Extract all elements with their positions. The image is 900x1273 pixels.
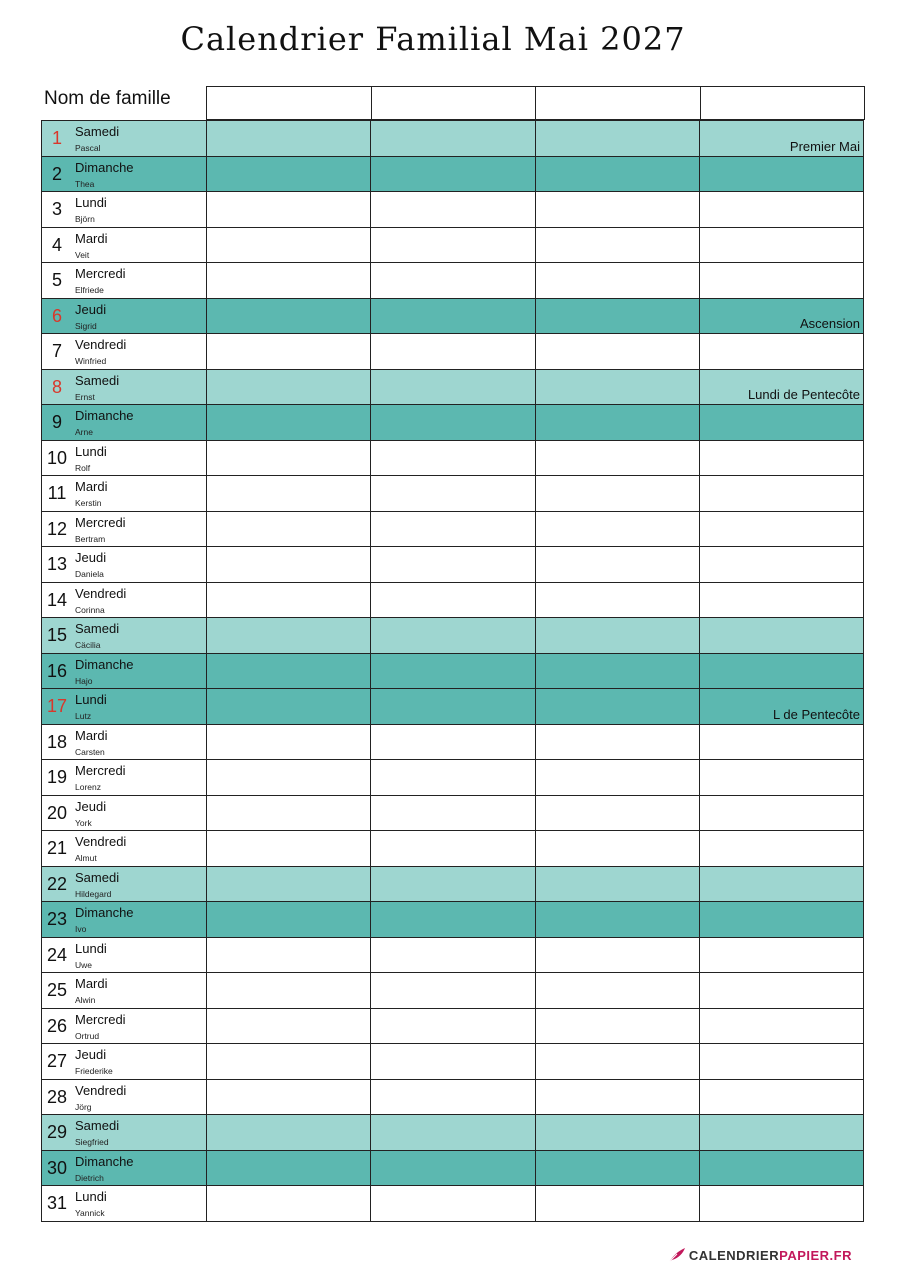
name-day: Jörg [75,1101,92,1112]
day-label-cell [42,334,207,369]
weekday-name: Samedi [75,621,120,636]
day-label-cell [42,121,207,156]
day-row [42,973,864,1009]
family-member-cell[interactable] [207,831,371,866]
name-day: Dietrich [75,1172,104,1183]
day-label-cell [42,1115,207,1150]
family-member-cell[interactable] [371,689,535,724]
holiday-label: Ascension [800,316,860,331]
family-member-cell[interactable] [371,263,535,298]
family-member-cell[interactable] [536,618,700,653]
day-row [42,760,864,796]
family-member-cell[interactable] [207,121,371,156]
name-day: Pascal [75,143,101,153]
day-label-cell [42,1080,207,1115]
name-day: Ivo [75,924,87,934]
day-label-cell [42,192,207,227]
family-member-cell[interactable] [700,121,864,156]
family-member-cell[interactable] [371,192,535,227]
family-member-cell[interactable] [207,654,371,689]
day-number: 27 [46,1051,68,1071]
family-member-cell[interactable] [700,299,864,334]
weekday-name: Lundi [75,1189,107,1204]
family-member-cell[interactable] [700,1115,864,1150]
family-member-cell[interactable] [536,476,700,511]
day-label-cell [42,973,207,1008]
brand-logo [668,1247,852,1263]
day-label-cell [42,618,207,653]
family-member-cell[interactable] [536,121,700,156]
day-number: 29 [46,1122,68,1142]
family-member-cell[interactable] [536,441,700,476]
day-label-cell [42,405,207,440]
name-day: Hajo [75,675,93,686]
day-row [42,618,864,654]
family-member-cell[interactable] [371,1080,535,1115]
weekday-name: Jeudi [75,798,107,814]
weekday-name: Samedi [75,869,120,885]
family-member-cell[interactable] [207,512,371,547]
family-member-cell[interactable] [207,1009,371,1044]
day-label-cell [42,547,207,582]
family-member-cell[interactable] [207,299,371,334]
day-label-cell [42,1186,207,1221]
family-member-cell[interactable] [371,157,535,192]
family-member-cell[interactable] [700,831,864,866]
family-member-cell[interactable] [207,334,371,369]
day-label-cell [42,441,207,476]
name-day: Winfried [75,356,107,366]
name-day: Yannick [75,1208,105,1218]
family-member-cell[interactable] [536,157,700,192]
family-member-cell[interactable] [207,1115,371,1150]
family-member-cell[interactable] [371,1009,535,1044]
family-member-cell[interactable] [700,405,864,440]
day-number: 21 [46,838,68,858]
family-member-cell[interactable] [700,547,864,582]
family-member-cell[interactable] [207,405,371,440]
brand-text-1: CALENDRIER [688,1247,780,1263]
family-member-cell[interactable] [207,476,371,511]
day-label-cell [42,796,207,831]
day-row [42,547,864,583]
family-member-cell[interactable] [536,938,700,973]
family-member-cell[interactable] [700,228,864,263]
family-member-cell[interactable] [536,689,700,724]
day-label-cell [42,1009,207,1044]
family-member-cell[interactable] [207,1151,371,1186]
name-day: Hildegard [75,888,112,899]
day-label-cell [42,867,207,902]
family-member-cell[interactable] [700,725,864,760]
family-member-cell[interactable] [536,831,700,866]
day-number: 20 [46,802,68,823]
family-member-cell[interactable] [207,689,371,724]
name-day: Lutz [75,711,92,721]
day-label-cell [42,902,207,937]
family-member-cell[interactable] [371,618,535,653]
family-member-cell[interactable] [207,1044,371,1079]
day-label-cell [42,299,207,334]
name-day: Cäcilia [75,640,101,650]
day-number: 14 [46,589,68,610]
name-day: Arne [75,427,93,437]
family-member-cell[interactable] [700,654,864,689]
family-member-cell[interactable] [536,1009,700,1044]
day-label-cell [42,228,207,263]
weekday-name: Samedi [75,372,120,388]
name-day: Sigrid [75,320,97,331]
family-member-cell[interactable] [536,1044,700,1079]
family-member-cell[interactable] [536,299,700,334]
family-member-cell[interactable] [371,370,535,405]
brand-text-2: PAPIER.FR [779,1247,852,1263]
family-member-cell[interactable] [536,1115,700,1150]
day-number: 7 [51,341,62,361]
name-day: Uwe [75,959,93,970]
holiday-label: Premier Mai [789,138,860,154]
name-day: Thea [75,178,95,189]
holiday-label: Lundi de Pentecôte [747,387,860,402]
name-day: Alwin [75,995,96,1005]
day-row [42,405,864,441]
family-member-cell[interactable] [371,973,535,1008]
name-day: Ortrud [75,1030,100,1041]
family-member-cell[interactable] [371,1186,535,1221]
family-member-cell[interactable] [207,725,371,760]
day-row [42,228,864,264]
family-name-field[interactable] [536,87,701,120]
day-label-cell [42,760,207,795]
family-name-field[interactable] [207,87,372,120]
day-row [42,902,864,938]
family-member-cell[interactable] [371,831,535,866]
family-member-cell[interactable] [207,796,371,831]
day-row [42,299,864,335]
day-row [42,263,864,299]
name-day: Ernst [75,391,95,402]
family-member-cell[interactable] [207,938,371,973]
family-member-cell[interactable] [536,796,700,831]
weekday-name: Mercredi [75,763,126,778]
family-member-cell[interactable] [371,405,535,440]
name-day: Veit [75,249,90,260]
weekday-name: Jeudi [75,550,107,565]
family-member-cell[interactable] [207,441,371,476]
family-member-cell[interactable] [371,334,535,369]
day-number: 12 [46,518,68,539]
family-member-cell[interactable] [700,618,864,653]
day-number: 22 [46,873,68,894]
family-member-cell[interactable] [207,157,371,192]
weekday-name: Dimanche [75,656,134,672]
family-member-cell[interactable] [207,902,371,937]
weekday-name: Lundi [75,195,107,210]
day-row [42,867,864,903]
family-member-cell[interactable] [700,867,864,902]
family-member-cell[interactable] [536,547,700,582]
family-member-cell[interactable] [371,938,535,973]
family-header-row [41,86,864,119]
family-member-cell[interactable] [536,512,700,547]
family-member-cell[interactable] [536,1151,700,1186]
day-row [42,476,864,512]
day-row [42,725,864,761]
weekday-name: Mercredi [75,514,126,530]
family-member-cell[interactable] [371,654,535,689]
day-label-cell [42,512,207,547]
day-number: 15 [46,625,68,645]
day-number: 25 [46,980,68,1000]
weekday-name: Vendredi [75,337,127,352]
weekday-name: Lundi [75,692,107,707]
day-number: 19 [46,767,68,787]
family-member-cell[interactable] [536,334,700,369]
family-member-cell[interactable] [700,902,864,937]
family-name-field[interactable] [701,87,866,120]
family-member-cell[interactable] [700,1009,864,1044]
page-title: Calendrier Familial Mai 2027 [180,20,686,58]
family-member-cell[interactable] [371,583,535,618]
weekday-name: Vendredi [75,834,127,849]
day-row [42,1186,864,1222]
weekday-name: Jeudi [75,1047,107,1062]
name-day: Kerstin [75,498,102,508]
day-row [42,938,864,974]
name-day: Daniela [75,569,104,579]
family-member-cell[interactable] [536,583,700,618]
day-label-cell [42,689,207,724]
family-member-cell[interactable] [207,547,371,582]
family-member-cell[interactable] [371,441,535,476]
family-member-cell[interactable] [371,1044,535,1079]
day-number: 24 [46,944,68,965]
family-member-cell[interactable] [536,902,700,937]
day-row [42,796,864,832]
family-member-cell[interactable] [700,689,864,724]
day-number: 30 [46,1157,68,1178]
name-day: Siegfried [75,1137,109,1147]
day-label-cell [42,1044,207,1079]
day-row [42,370,864,406]
family-name-fields [206,86,865,120]
day-label-cell [42,938,207,973]
weekday-name: Mardi [75,479,108,494]
name-day: Bertram [75,533,106,544]
family-member-cell[interactable] [700,973,864,1008]
feather-icon [668,1247,686,1263]
family-member-cell[interactable] [371,512,535,547]
family-member-cell[interactable] [536,867,700,902]
day-label-cell [42,583,207,618]
name-day: Carsten [75,746,105,757]
family-member-cell[interactable] [700,796,864,831]
day-row [42,512,864,548]
family-member-cell[interactable] [371,725,535,760]
family-member-cell[interactable] [700,760,864,795]
weekday-name: Dimanche [75,159,134,175]
family-member-cell[interactable] [536,370,700,405]
weekday-name: Lundi [75,443,107,459]
family-member-cell[interactable] [536,1080,700,1115]
day-label-cell [42,476,207,511]
name-day: Rolf [75,462,91,473]
family-member-cell[interactable] [700,334,864,369]
day-row [42,654,864,690]
day-number: 31 [46,1193,68,1213]
family-member-cell[interactable] [207,263,371,298]
family-member-cell[interactable] [700,583,864,618]
family-member-cell[interactable] [207,1080,371,1115]
family-member-cell[interactable] [700,512,864,547]
weekday-name: Jeudi [75,301,107,317]
name-day: Almut [75,853,97,863]
family-member-cell[interactable] [207,867,371,902]
day-row [42,441,864,477]
day-row [42,1044,864,1080]
family-member-cell[interactable] [371,796,535,831]
family-member-cell[interactable] [536,760,700,795]
day-row [42,157,864,193]
family-member-cell[interactable] [536,263,700,298]
family-member-cell[interactable] [371,902,535,937]
family-member-cell[interactable] [700,476,864,511]
calendar-grid [41,120,864,1222]
family-member-cell[interactable] [700,441,864,476]
day-row [42,334,864,370]
family-member-cell[interactable] [536,725,700,760]
weekday-name: Mercredi [75,1011,126,1027]
day-number: 6 [51,305,62,326]
family-member-cell[interactable] [700,157,864,192]
family-member-cell[interactable] [700,1151,864,1186]
weekday-name: Samedi [75,124,120,139]
family-member-cell[interactable] [700,1080,864,1115]
day-number: 13 [46,554,68,574]
day-label-cell [42,263,207,298]
family-member-cell[interactable] [700,938,864,973]
day-number: 26 [46,1015,68,1036]
family-member-cell[interactable] [371,867,535,902]
day-row [42,831,864,867]
family-member-cell[interactable] [371,121,535,156]
family-member-cell[interactable] [207,583,371,618]
family-member-cell[interactable] [700,1186,864,1221]
day-label-cell [42,157,207,192]
family-member-cell[interactable] [536,654,700,689]
name-day: Friederike [75,1066,113,1076]
holiday-label: L de Pentecôte [773,706,860,722]
family-member-cell[interactable] [371,476,535,511]
family-member-cell[interactable] [207,760,371,795]
family-member-cell[interactable] [207,370,371,405]
weekday-name: Vendredi [75,585,127,601]
name-day: Elfriede [75,285,104,295]
weekday-name: Vendredi [75,1082,127,1098]
family-member-cell[interactable] [536,1186,700,1221]
family-member-cell[interactable] [371,760,535,795]
day-row [42,1115,864,1151]
day-number: 4 [51,234,62,255]
family-member-cell[interactable] [371,1151,535,1186]
name-day: York [75,817,92,828]
family-member-cell[interactable] [207,973,371,1008]
day-label-cell [42,831,207,866]
weekday-name: Dimanche [75,408,134,423]
day-row [42,689,864,725]
day-number: 9 [51,412,62,432]
family-member-cell[interactable] [207,192,371,227]
day-label-cell [42,725,207,760]
family-member-cell[interactable] [371,228,535,263]
family-member-cell[interactable] [371,547,535,582]
weekday-name: Dimanche [75,905,134,920]
family-member-cell[interactable] [371,1115,535,1150]
day-number: 11 [47,483,67,503]
weekday-name: Mardi [75,727,108,743]
day-label-cell [42,370,207,405]
family-name-label: Nom de famille [44,88,171,109]
weekday-name: Mercredi [75,266,126,281]
weekday-name: Mardi [75,230,108,246]
family-member-cell[interactable] [371,299,535,334]
day-number: 17 [46,696,68,716]
day-number: 3 [51,199,62,219]
family-member-cell[interactable] [700,263,864,298]
day-row [42,1080,864,1116]
day-number: 10 [46,447,68,468]
day-number: 1 [51,128,62,148]
name-day: Björn [75,214,95,224]
day-row [42,1009,864,1045]
day-row [42,583,864,619]
family-member-cell[interactable] [536,405,700,440]
weekday-name: Lundi [75,940,107,956]
day-number: 16 [46,660,68,681]
family-member-cell[interactable] [700,1044,864,1079]
family-member-cell[interactable] [207,618,371,653]
weekday-name: Dimanche [75,1153,134,1169]
weekday-name: Mardi [75,976,108,991]
day-row [42,192,864,228]
family-member-cell[interactable] [536,192,700,227]
day-row [42,1151,864,1187]
family-member-cell[interactable] [536,973,700,1008]
name-day: Corinna [75,604,105,615]
day-number: 8 [51,376,62,397]
family-member-cell[interactable] [700,192,864,227]
day-number: 5 [51,270,62,290]
name-day: Lorenz [75,782,101,792]
family-member-cell[interactable] [207,1186,371,1221]
day-number: 2 [51,163,62,184]
family-member-cell[interactable] [536,228,700,263]
day-label-cell [42,654,207,689]
day-number: 18 [46,731,68,752]
family-member-cell[interactable] [700,370,864,405]
day-row [42,121,864,157]
weekday-name: Samedi [75,1118,120,1133]
family-member-cell[interactable] [207,228,371,263]
day-number: 23 [46,909,68,929]
day-label-cell [42,1151,207,1186]
family-name-field[interactable] [372,87,537,120]
day-number: 28 [46,1086,68,1107]
